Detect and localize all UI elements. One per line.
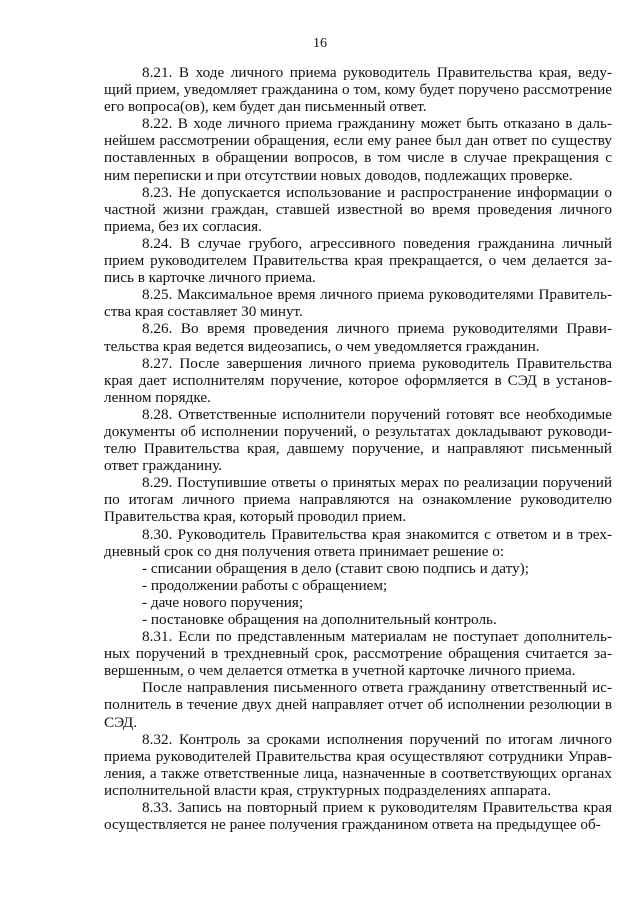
- paragraph-8-31: 8.31. Если по представленным материалам не поступает дополнительных поручений в трехдневный срок, рассмотрение обращения считается завершенным, о чем делается отметка в учетной карточке личного приема.: [104, 628, 612, 680]
- paragraph-8-30: 8.30. Руководитель Правительства края знакомится с ответом и в трехдневный срок со дня получения ответа принимает решение о:: [104, 525, 612, 560]
- paragraph-8-22: 8.22. В ходе личного приема гражданину может быть отказано в дальнейшем рассмотрении обращения, если ему ранее был дан ответ по существу поставленных в обращении вопросов, в том числе в случае прекращения с ним переписки и при отсутствии новых доводов, подлежащих проверке.: [104, 115, 612, 184]
- paragraph-report: После направления письменного ответа гражданину ответственный исполнитель в течение двух дней направляет отчет об исполнении резолюции в СЭД.: [104, 679, 612, 731]
- document-body: [104, 64, 612, 833]
- paragraph-8-32: 8.32. Контроль за сроками исполнения поручений по итогам личного приема руководителей Правительства края осуществляют сотрудники Управления, а также ответственные лица, назначенные в соответствующих органах исполнительной власти края, структурных подразделениях аппарата.: [104, 730, 612, 799]
- paragraph-8-28: 8.28. Ответственные исполнители поручений готовят все необходимые документы об исполнении поручений, о результатах докладывают руководителю Правительства края, давшему поручение, и направляют письменный ответ гражданину.: [104, 405, 612, 475]
- page-number: 16: [313, 36, 327, 51]
- paragraph-8-21: 8.21. В ходе личного приема руководитель Правительства края, ведущий прием, уведомляет гражданина о том, кому будет поручено рассмотрение его вопроса(ов), кем будет дан письменный ответ.: [104, 64, 612, 116]
- list-item-extra-control: - постановке обращения на дополнительный контроль.: [142, 611, 497, 628]
- paragraph-8-29: 8.29. Поступившие ответы о принятых мерах по реализации поручений по итогам личного приема направляются на ознакомление руководителю Правительства края, который проводил прием.: [104, 474, 612, 526]
- paragraph-8-23: 8.23. Не допускается использование и распространение информации о частной жизни граждан, ставшей известной во время проведения личного приема, без их согласия.: [104, 183, 612, 235]
- list-item-write-off: - списании обращения в дело (ставит свою подпись и дату);: [142, 559, 529, 577]
- paragraph-8-33: 8.33. Запись на повторный прием к руководителям Правительства края осуществляется не ранее получения гражданином ответа на предыдущее об-: [104, 799, 612, 834]
- paragraph-8-25: 8.25. Максимальное время личного приема руководителями Правительства края составляет 30 минут.: [104, 286, 612, 321]
- list-item-new-order: - даче нового поручения;: [142, 593, 304, 611]
- list-item-continue: - продолжении работы с обращением;: [142, 576, 388, 594]
- paragraph-8-27: 8.27. После завершения личного приема руководитель Правительства края дает исполнителям поручение, которое оформляется в СЭД в установленном порядке.: [104, 354, 612, 406]
- paragraph-8-24: 8.24. В случае грубого, агрессивного поведения гражданина личный прием руководителем Правительства края прекращается, о чем делается запись в карточке личного приема.: [104, 234, 612, 287]
- paragraph-8-26: 8.26. Во время проведения личного приема руководителями Правительства края ведется видеозапись, о чем уведомляется гражданин.: [104, 320, 612, 355]
